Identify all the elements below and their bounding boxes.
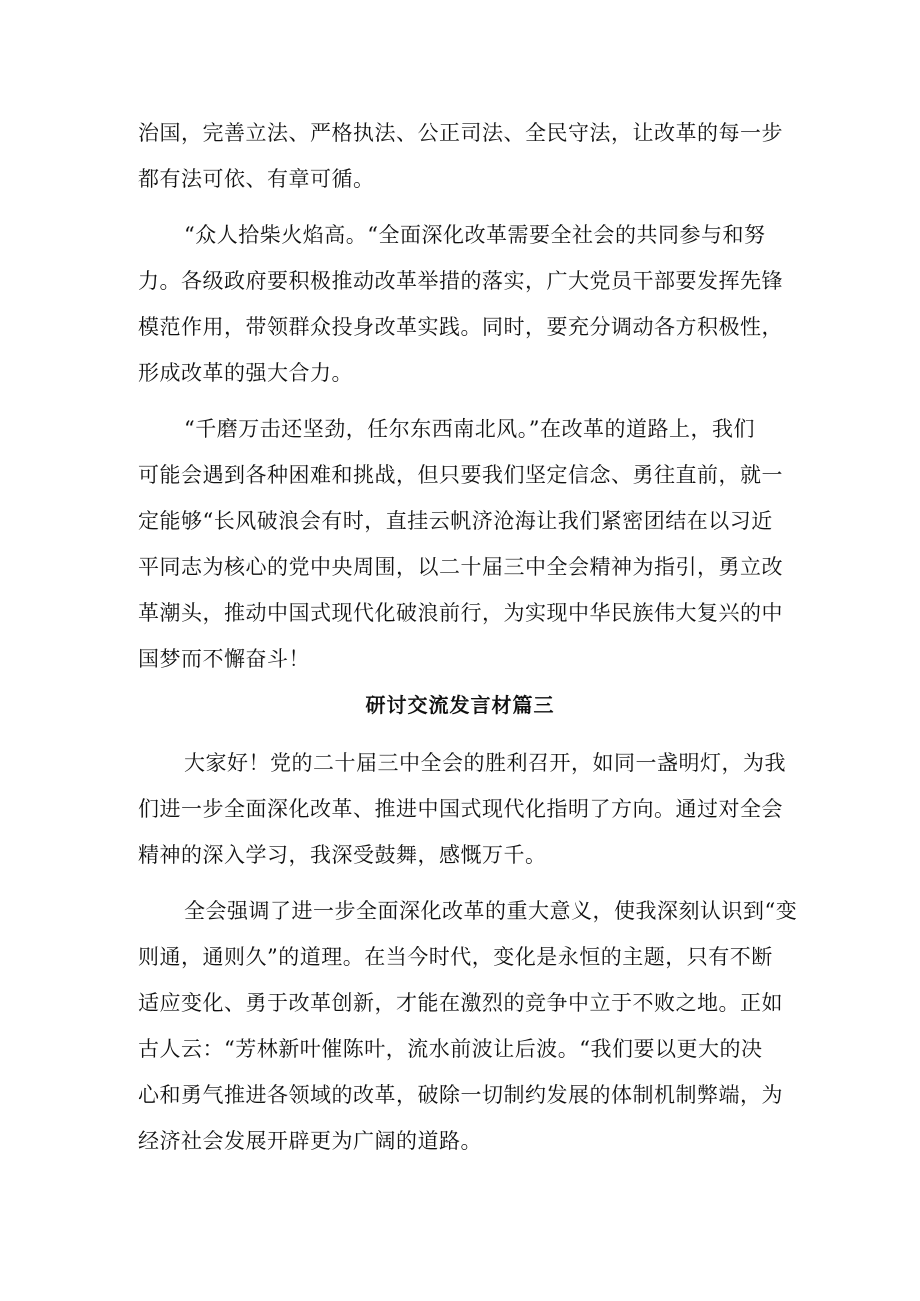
text-line: “众人拾柴火焰高。“全面深化改革需要全社会的共同参与和努: [184, 223, 766, 247]
text-line: 平同志为核心的党中央周围，以二十届三中全会精神为指引，勇立改: [138, 555, 783, 579]
text-line: 治国，完善立法、严格执法、公正司法、全民守法，让改革的每一步: [138, 121, 783, 145]
text-line: 大家好！党的二十届三中全会的胜利召开，如同一盏明灯，为我: [184, 751, 786, 775]
text-line: 全会强调了进一步全面深化改革的重大意义，使我深刻认识到“变: [184, 899, 798, 923]
text-line: 国梦而不懈奋斗！: [138, 647, 310, 671]
text-line: 则通，通则久”的道理。在当今时代，变化是永恒的主题，只有不断: [138, 945, 773, 969]
text-line: 精神的深入学习，我深受鼓舞，感慨万千。: [138, 843, 547, 867]
text-line: 力。各级政府要积极推动改革举措的落实，广大党员干部要发挥先锋: [138, 269, 783, 293]
text-line: 适应变化、勇于改革创新，才能在激烈的竞争中立于不败之地。正如: [138, 991, 783, 1015]
text-line: 革潮头，推动中国式现代化破浪前行，为实现中华民族伟大复兴的中: [138, 601, 783, 625]
text-line: 经济社会发展开辟更为广阔的道路。: [138, 1129, 482, 1153]
text-line: 古人云：“芳林新叶催陈叶，流水前波让后波。“我们要以更大的决: [138, 1037, 763, 1061]
text-line: “千磨万击还坚劲，任尔东西南北风。”在改革的道路上，我们: [184, 417, 755, 441]
text-line: 模范作用，带领群众投身改革实践。同时，要充分调动各方积极性，: [138, 315, 783, 339]
text-line: 心和勇气推进各领域的改革，破除一切制约发展的体制机制弊端，为: [138, 1083, 783, 1107]
text-line: 定能够“长风破浪会有时，直挂云帆济沧海让我们紧密团结在以习近: [138, 509, 773, 533]
section-title: 研讨交流发言材篇三: [365, 693, 555, 717]
text-line: 可能会遇到各种困难和挑战，但只要我们坚定信念、勇往直前，就一: [138, 463, 783, 487]
text-line: 们进一步全面深化改革、推进中国式现代化指明了方向。通过对全会: [138, 797, 783, 821]
text-line: 都有法可依、有章可循。: [138, 167, 375, 191]
text-line: 形成改革的强大合力。: [138, 361, 353, 385]
